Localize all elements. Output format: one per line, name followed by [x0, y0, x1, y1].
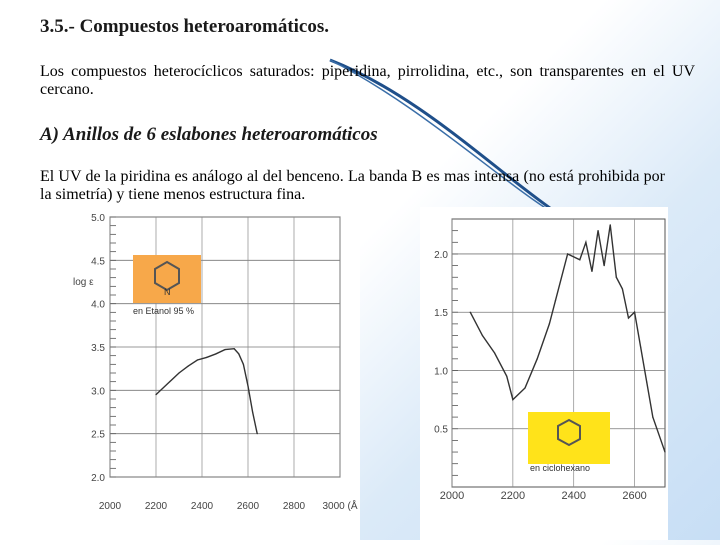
x-tick-label: 2200: [500, 490, 526, 502]
y-tick-label: 4.5: [91, 256, 105, 268]
chart-pyridine-ethanol: [65, 207, 360, 540]
data-point: [537, 358, 538, 359]
y-tick-label: 0.5: [434, 424, 448, 436]
y-axis-label: log ε: [73, 277, 94, 288]
chart-svg-left: [65, 207, 360, 540]
data-point: [512, 399, 513, 400]
data-point: [640, 347, 641, 348]
y-tick-label: 2.5: [91, 429, 105, 441]
inset-pyridine-cyclohexane: [528, 412, 610, 473]
y-tick-label: 1.5: [434, 308, 448, 320]
y-tick-label: 2.0: [434, 249, 448, 261]
data-point: [579, 259, 580, 260]
y-tick-label: 3.5: [91, 343, 105, 354]
data-point: [197, 359, 198, 360]
data-point: [155, 394, 156, 395]
data-point: [634, 312, 635, 313]
data-point: [646, 382, 647, 383]
data-point: [257, 433, 258, 434]
data-point: [243, 364, 244, 365]
inset-pyridine-ethanol: [133, 255, 201, 316]
chart-pyridine-cyclohexane: [420, 207, 668, 540]
data-point: [567, 253, 568, 254]
section-paragraph: El UV de la piridina es análogo al del benceno. La banda B es mas intensa (no está prohibida por la simetría) y tiene menos estructura fina.: [40, 168, 665, 203]
x-tick-label: 2000: [439, 490, 465, 502]
nitrogen-label: N: [164, 287, 171, 297]
data-point: [610, 224, 611, 225]
data-point: [169, 381, 170, 382]
data-point: [604, 265, 605, 266]
x-tick-label: 2400: [561, 490, 586, 502]
solvent-label: en Etanol 95 %: [133, 306, 195, 316]
x-tick-label: 2800: [282, 501, 306, 512]
intro-paragraph: Los compuestos heterocíclicos saturados: piperidina, pirrolidina, etc., son transparentes en el UV cercano.: [40, 63, 695, 98]
y-tick-label: 1.0: [434, 366, 448, 378]
data-point: [252, 411, 253, 412]
chart-svg-right: [420, 207, 668, 540]
data-point: [555, 300, 556, 301]
data-point: [524, 387, 525, 388]
x-tick-label: 2400: [190, 501, 214, 512]
data-point: [188, 365, 189, 366]
x-tick-label: 2600: [622, 490, 647, 502]
x-tick-label: 3000 (Å: [322, 501, 358, 512]
data-point: [597, 230, 598, 231]
section-title: A) Anillos de 6 eslabones heteroaromáticos: [40, 124, 378, 145]
solvent-label: en ciclohexano: [530, 463, 591, 473]
series-line: [156, 349, 257, 434]
data-point: [506, 376, 507, 377]
data-point: [616, 277, 617, 278]
y-tick-label: 4.0: [91, 299, 105, 311]
y-tick-label: 5.0: [91, 213, 105, 224]
data-point: [178, 372, 179, 373]
data-point: [224, 349, 225, 350]
data-point: [591, 271, 592, 272]
page-title: 3.5.- Compuestos heteroaromáticos.: [40, 16, 330, 37]
data-point: [664, 451, 665, 452]
x-tick-label: 2200: [144, 501, 168, 512]
data-point: [482, 335, 483, 336]
x-tick-label: 2600: [236, 501, 260, 512]
data-point: [234, 348, 235, 349]
x-tick-label: 2000: [98, 501, 122, 512]
data-point: [206, 357, 207, 358]
data-point: [215, 353, 216, 354]
data-point: [470, 312, 471, 313]
data-point: [549, 323, 550, 324]
data-point: [247, 385, 248, 386]
data-point: [238, 353, 239, 354]
data-point: [494, 352, 495, 353]
data-point: [585, 242, 586, 243]
data-point: [652, 416, 653, 417]
data-point: [628, 317, 629, 318]
y-tick-label: 2.0: [91, 473, 105, 484]
data-point: [622, 288, 623, 289]
y-tick-label: 3.0: [91, 386, 105, 398]
